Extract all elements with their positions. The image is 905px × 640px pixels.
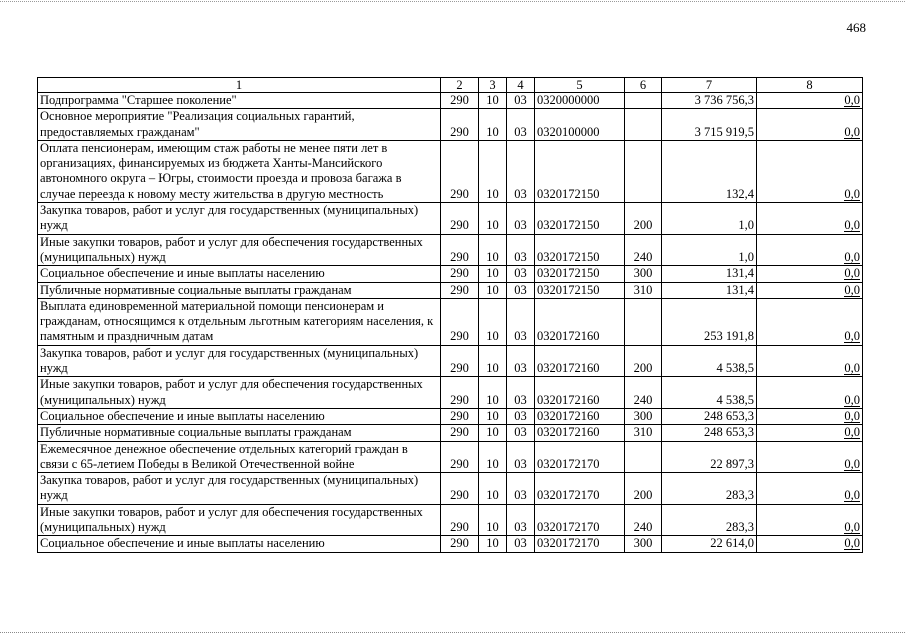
table-row <box>38 473 863 505</box>
target-article-cell: 0320172170 <box>535 536 625 552</box>
amount-cell: 3 736 756,3 <box>662 93 757 109</box>
expense-type-cell <box>625 298 662 345</box>
section-cell: 10 <box>479 441 507 473</box>
bottom-edge-rule <box>0 632 905 633</box>
table-row <box>38 282 863 298</box>
table-row <box>38 234 863 266</box>
table-row <box>38 408 863 424</box>
row-name-cell: Иные закупки товаров, работ и услуг для обеспечения государственных (муниципальных) нужд <box>38 504 441 536</box>
column-header: 4 <box>507 78 535 93</box>
row-name-cell: Иные закупки товаров, работ и услуг для обеспечения государственных (муниципальных) нужд <box>38 234 441 266</box>
table-row <box>38 441 863 473</box>
table-row <box>38 504 863 536</box>
expense-type-cell: 300 <box>625 408 662 424</box>
expense-type-cell: 200 <box>625 473 662 505</box>
section-cell: 10 <box>479 345 507 377</box>
expense-type-cell: 300 <box>625 536 662 552</box>
amount-2-value: 0,0 <box>844 392 860 407</box>
code-cell: 290 <box>441 282 479 298</box>
row-name-cell: Основное мероприятие "Реализация социальных гарантий, предоставляемых гражданам" <box>38 109 441 141</box>
target-article-cell: 0320172150 <box>535 140 625 202</box>
target-article-cell: 0320172160 <box>535 425 625 441</box>
amount-cell: 131,4 <box>662 282 757 298</box>
subsection-cell: 03 <box>507 441 535 473</box>
section-cell: 10 <box>479 425 507 441</box>
amount-cell: 1,0 <box>662 203 757 235</box>
amount-2-cell <box>757 298 863 345</box>
amount-2-cell <box>757 140 863 202</box>
column-header: 6 <box>625 78 662 93</box>
expense-type-cell <box>625 109 662 141</box>
target-article-cell: 0320172150 <box>535 234 625 266</box>
table-row <box>38 140 863 202</box>
expense-type-cell <box>625 441 662 473</box>
subsection-cell: 03 <box>507 234 535 266</box>
page-number: 468 <box>846 20 866 35</box>
expense-type-cell: 310 <box>625 425 662 441</box>
row-name-cell: Выплата единовременной материальной помощи пенсионерам и гражданам, относящимся к отдельным льготным категориям населения, к памятным и праздничным датам <box>38 298 441 345</box>
column-header: 3 <box>479 78 507 93</box>
expense-type-cell: 200 <box>625 345 662 377</box>
amount-2-value: 0,0 <box>844 218 860 233</box>
subsection-cell: 03 <box>507 425 535 441</box>
target-article-cell: 0320172160 <box>535 298 625 345</box>
section-cell: 10 <box>479 140 507 202</box>
amount-cell: 253 191,8 <box>662 298 757 345</box>
row-name-cell: Публичные нормативные социальные выплаты гражданам <box>38 282 441 298</box>
target-article-cell: 0320172160 <box>535 408 625 424</box>
expense-type-cell: 300 <box>625 266 662 282</box>
amount-2-cell <box>757 282 863 298</box>
section-cell: 10 <box>479 266 507 282</box>
budget-table <box>37 77 863 553</box>
amount-2-cell <box>757 408 863 424</box>
target-article-cell: 0320172160 <box>535 345 625 377</box>
target-article-cell: 0320172170 <box>535 473 625 505</box>
section-cell: 10 <box>479 504 507 536</box>
subsection-cell: 03 <box>507 504 535 536</box>
row-name-cell: Социальное обеспечение и иные выплаты населению <box>38 266 441 282</box>
row-name-cell: Закупка товаров, работ и услуг для государственных (муниципальных) нужд <box>38 203 441 235</box>
section-cell: 10 <box>479 408 507 424</box>
top-edge-rule <box>0 1 905 2</box>
amount-2-cell <box>757 203 863 235</box>
expense-type-cell: 240 <box>625 377 662 409</box>
amount-2-value: 0,0 <box>844 456 860 471</box>
amount-cell: 4 538,5 <box>662 377 757 409</box>
target-article-cell: 0320172150 <box>535 266 625 282</box>
amount-2-cell <box>757 425 863 441</box>
section-cell: 10 <box>479 377 507 409</box>
amount-2-cell <box>757 441 863 473</box>
column-header: 2 <box>441 78 479 93</box>
subsection-cell: 03 <box>507 536 535 552</box>
target-article-cell: 0320100000 <box>535 109 625 141</box>
section-cell: 10 <box>479 203 507 235</box>
amount-2-value: 0,0 <box>844 93 860 107</box>
amount-2-cell <box>757 266 863 282</box>
table-row <box>38 298 863 345</box>
row-name-cell: Социальное обеспечение и иные выплаты населению <box>38 536 441 552</box>
code-cell: 290 <box>441 377 479 409</box>
target-article-cell: 0320172150 <box>535 282 625 298</box>
subsection-cell: 03 <box>507 109 535 141</box>
code-cell: 290 <box>441 441 479 473</box>
code-cell: 290 <box>441 93 479 109</box>
amount-2-cell <box>757 109 863 141</box>
expense-type-cell <box>625 93 662 109</box>
amount-2-cell <box>757 377 863 409</box>
code-cell: 290 <box>441 234 479 266</box>
table-row <box>38 377 863 409</box>
table-row <box>38 266 863 282</box>
expense-type-cell: 240 <box>625 504 662 536</box>
subsection-cell: 03 <box>507 408 535 424</box>
code-cell: 290 <box>441 298 479 345</box>
subsection-cell: 03 <box>507 93 535 109</box>
code-cell: 290 <box>441 408 479 424</box>
amount-2-value: 0,0 <box>844 408 860 423</box>
row-name-cell: Социальное обеспечение и иные выплаты населению <box>38 408 441 424</box>
target-article-cell: 0320172170 <box>535 504 625 536</box>
column-header: 1 <box>38 78 441 93</box>
expense-type-cell: 310 <box>625 282 662 298</box>
target-article-cell: 0320172170 <box>535 441 625 473</box>
code-cell: 290 <box>441 345 479 377</box>
table-row <box>38 93 863 109</box>
amount-2-value: 0,0 <box>844 329 860 344</box>
section-cell: 10 <box>479 282 507 298</box>
amount-cell: 248 653,3 <box>662 408 757 424</box>
code-cell: 290 <box>441 425 479 441</box>
expense-type-cell: 240 <box>625 234 662 266</box>
amount-2-value: 0,0 <box>844 520 860 535</box>
amount-2-cell <box>757 536 863 552</box>
section-cell: 10 <box>479 109 507 141</box>
target-article-cell: 0320172160 <box>535 377 625 409</box>
amount-cell: 22 897,3 <box>662 441 757 473</box>
row-name-cell: Публичные нормативные социальные выплаты гражданам <box>38 425 441 441</box>
subsection-cell: 03 <box>507 345 535 377</box>
amount-2-value: 0,0 <box>844 249 860 264</box>
section-cell: 10 <box>479 93 507 109</box>
code-cell: 290 <box>441 504 479 536</box>
code-cell: 290 <box>441 140 479 202</box>
amount-2-cell <box>757 345 863 377</box>
code-cell: 290 <box>441 266 479 282</box>
code-cell: 290 <box>441 203 479 235</box>
target-article-cell: 0320000000 <box>535 93 625 109</box>
amount-cell: 131,4 <box>662 266 757 282</box>
column-header: 8 <box>757 78 863 93</box>
section-cell: 10 <box>479 234 507 266</box>
amount-2-value: 0,0 <box>844 266 860 281</box>
subsection-cell: 03 <box>507 298 535 345</box>
row-name-cell: Подпрограмма "Старшее поколение" <box>38 93 441 109</box>
section-cell: 10 <box>479 473 507 505</box>
amount-2-cell <box>757 473 863 505</box>
amount-2-value: 0,0 <box>844 536 860 551</box>
table-row <box>38 536 863 552</box>
row-name-cell: Иные закупки товаров, работ и услуг для обеспечения государственных (муниципальных) нужд <box>38 377 441 409</box>
row-name-cell: Оплата пенсионерам, имеющим стаж работы не менее пяти лет в организациях, финансируемых из бюджета Ханты-Мансийского автономного округа – Югры, стоимости проезда и провоза багажа в случае переезда к новому месту жительства в другую местность <box>38 140 441 202</box>
code-cell: 290 <box>441 473 479 505</box>
amount-cell: 3 715 919,5 <box>662 109 757 141</box>
amount-2-cell <box>757 234 863 266</box>
subsection-cell: 03 <box>507 282 535 298</box>
amount-cell: 4 538,5 <box>662 345 757 377</box>
table-row <box>38 203 863 235</box>
amount-2-value: 0,0 <box>844 124 860 139</box>
table-row <box>38 345 863 377</box>
table-row <box>38 109 863 141</box>
amount-2-value: 0,0 <box>844 186 860 201</box>
row-name-cell: Закупка товаров, работ и услуг для государственных (муниципальных) нужд <box>38 473 441 505</box>
subsection-cell: 03 <box>507 473 535 505</box>
amount-cell: 283,3 <box>662 473 757 505</box>
row-name-cell: Ежемесячное денежное обеспечение отдельных категорий граждан в связи с 65-летием Победы в Великой Отечественной войне <box>38 441 441 473</box>
column-header: 5 <box>535 78 625 93</box>
amount-2-value: 0,0 <box>844 361 860 376</box>
amount-cell: 1,0 <box>662 234 757 266</box>
table-header-row <box>38 78 863 93</box>
amount-cell: 248 653,3 <box>662 425 757 441</box>
subsection-cell: 03 <box>507 140 535 202</box>
amount-2-value: 0,0 <box>844 425 860 440</box>
subsection-cell: 03 <box>507 203 535 235</box>
amount-2-value: 0,0 <box>844 488 860 503</box>
target-article-cell: 0320172150 <box>535 203 625 235</box>
table-row <box>38 425 863 441</box>
column-header: 7 <box>662 78 757 93</box>
section-cell: 10 <box>479 536 507 552</box>
subsection-cell: 03 <box>507 377 535 409</box>
row-name-cell: Закупка товаров, работ и услуг для государственных (муниципальных) нужд <box>38 345 441 377</box>
amount-2-cell <box>757 504 863 536</box>
amount-2-cell <box>757 93 863 109</box>
section-cell: 10 <box>479 298 507 345</box>
subsection-cell: 03 <box>507 266 535 282</box>
expense-type-cell: 200 <box>625 203 662 235</box>
amount-cell: 283,3 <box>662 504 757 536</box>
amount-cell: 22 614,0 <box>662 536 757 552</box>
amount-cell: 132,4 <box>662 140 757 202</box>
amount-2-value: 0,0 <box>844 282 860 297</box>
code-cell: 290 <box>441 536 479 552</box>
expense-type-cell <box>625 140 662 202</box>
code-cell: 290 <box>441 109 479 141</box>
